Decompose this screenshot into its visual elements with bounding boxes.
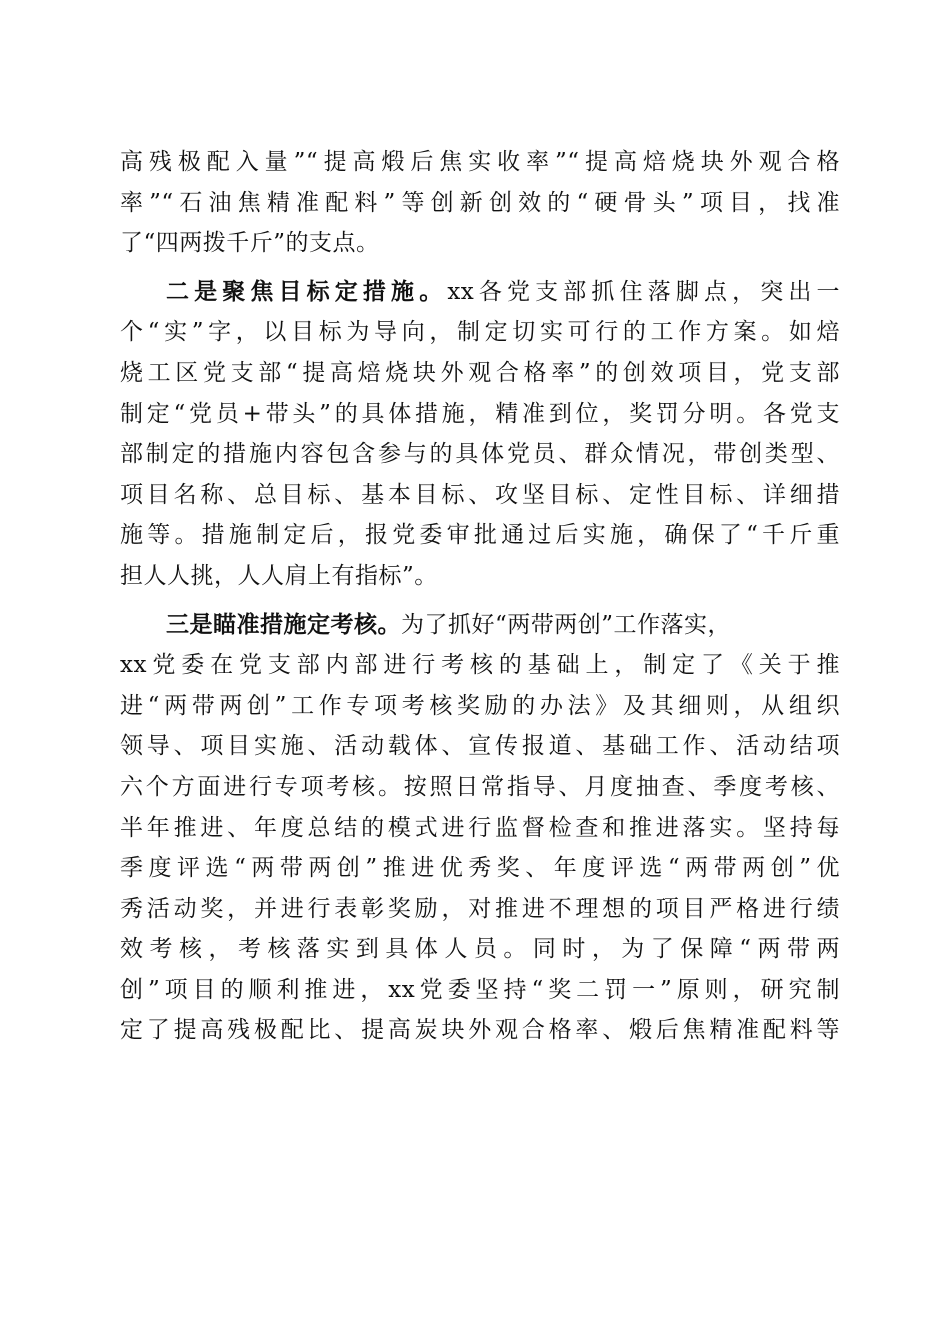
paragraph-2-heading: 二是聚焦目标定措施。 <box>166 277 448 305</box>
paragraph-3-line-1-text: 为了抓好“两带两创”工作落实， <box>401 611 732 638</box>
paragraph-2-line-2: 个“实”字，以目标为导向，制定切实可行的工作方案。如焙 <box>120 319 840 346</box>
paragraph-3-line-3: 进“两带两创”工作专项考核奖励的办法》及其细则，从组织 <box>120 692 840 719</box>
paragraph-3-line-1 <box>120 605 840 646</box>
paragraph-3-line-7: 季度评选“两带两创”推进优秀奖、年度评选“两带两创”优 <box>120 855 840 882</box>
document-body <box>120 142 840 1051</box>
paragraph-3-line-11: 定了提高残极配比、提高炭块外观合格率、煅后焦精准配料等 <box>120 1017 840 1044</box>
paragraph-2-line-5: 部制定的措施内容包含参与的具体党员、群众情况，带创类型、 <box>120 441 840 468</box>
paragraph-2-line-7: 施等。措施制定后，报党委审批通过后实施，确保了“千斤重 <box>120 522 840 549</box>
paragraph-3-line-10: 创”项目的顺利推进，xx党委坚持“奖二罚一”原则，研究制 <box>120 976 840 1003</box>
paragraph-3-line-9: 效考核，考核落实到具体人员。同时，为了保障“两带两 <box>120 936 840 963</box>
paragraph-3-heading: 三是瞄准措施定考核。 <box>166 610 401 638</box>
paragraph-1-line-3: 了“四两拨千斤”的支点。 <box>120 230 380 257</box>
paragraph-2-line-3: 烧工区党支部“提高焙烧块外观合格率”的创效项目，党支部 <box>120 359 840 386</box>
paragraph-3-line-6: 半年推进、年度总结的模式进行监督检查和推进落实。坚持每 <box>120 814 840 841</box>
paragraph-2-line-1 <box>120 272 840 313</box>
paragraph-3-line-2: xx党委在党支部内部进行考核的基础上，制定了《关于推 <box>120 652 840 679</box>
paragraph-3-line-5: 六个方面进行专项考核。按照日常指导、月度抽查、季度考核、 <box>120 773 840 800</box>
paragraph-2-line-8: 担人人挑，人人肩上有指标”。 <box>120 562 438 589</box>
paragraph-2-line-6: 项目名称、总目标、基本目标、攻坚目标、定性目标、详细措 <box>120 481 840 508</box>
paragraph-3-line-8: 秀活动奖，并进行表彰奖励，对推进不理想的项目严格进行绩 <box>120 895 840 922</box>
paragraph-2-line-1-text: xx各党支部抓住落脚点，突出一 <box>447 278 840 305</box>
paragraph-3-line-4: 领导、项目实施、活动载体、宣传报道、基础工作、活动结项 <box>120 733 840 760</box>
paragraph-1-line-2: 率”“石油焦精准配料”等创新创效的“硬骨头”项目，找准 <box>120 189 840 216</box>
paragraph-2-line-4: 制定“党员+带头”的具体措施，精准到位，奖罚分明。各党支 <box>120 400 840 427</box>
paragraph-1-line-1: 高残极配入量”“提高煅后焦实收率”“提高焙烧块外观合格 <box>120 149 840 175</box>
